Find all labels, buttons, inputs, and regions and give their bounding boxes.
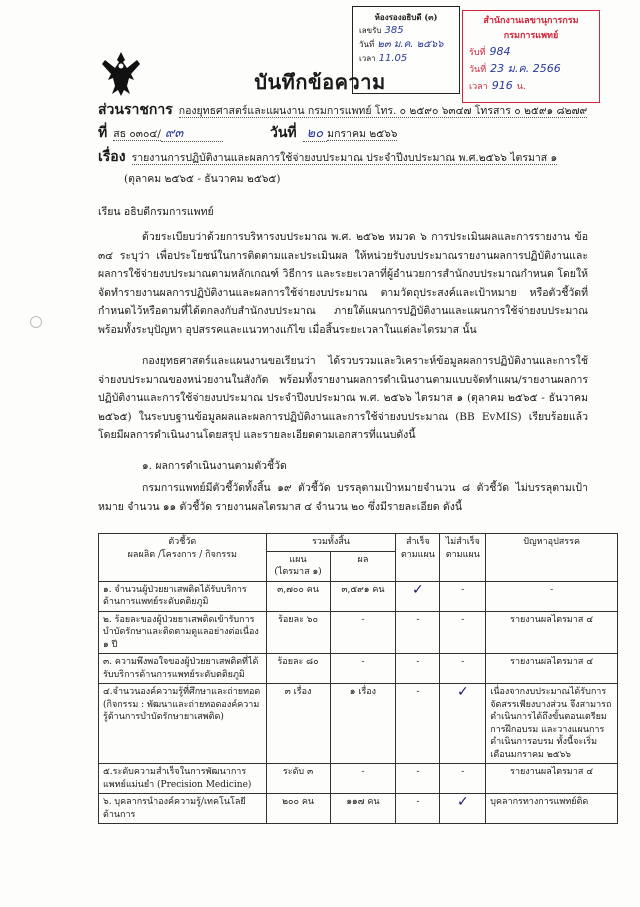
secretary-stamp-office: สำนักงานเลขานุการกรม — [483, 16, 579, 26]
row-achieved: - — [396, 764, 440, 794]
header-plan-sub: (ไตรมาส ๑) — [274, 567, 322, 577]
row-plan: ๒๐๐ คน — [266, 794, 330, 824]
results-table — [98, 533, 618, 824]
memo-title: บันทึกข้อความ — [254, 70, 386, 94]
table-row — [99, 684, 618, 764]
header-indicator-label: ตัวชี้วัด — [168, 537, 197, 547]
table-row — [99, 794, 618, 824]
paragraph-1: ด้วยระเบียบว่าด้วยการบริหารงบประมาณ พ.ศ. ๒๕๖๒ หมวด ๖ การประเมินผลและการรายงาน ข้อ ๓๔ ระบุว่า เพื่อประโยชน์ในการติดตามและประเมินผล ให้หน่วยรับงบประมาณรายงานผลการปฏิบัติงานและผลการใช้จ่ายงบประมาณตามหลักเกณฑ์ วิธีการ และระยะเวลาที่ผู้อำนวยการสำนักงบประมาณกำหนด โดยให้จัดทำรายงานผลการปฏิบัติงานและผลการใช้จ่ายงบประมาณ ตามวัตถุประสงค์และเป้าหมาย หรือตัวชี้วัดที่กำหนดไว้หรือตามที่ได้ตกลงกับสำนักงบประมาณ ภายใต้แผนการปฏิบัติงานและแผนการใช้จ่ายงบประมาณ พร้อมทั้งระบุปัญหา อุปสรรคและแนวทางแก้ไข เมื่อสิ้นระยะเวลาในแต่ละไตรมาส นั้น — [98, 231, 588, 336]
secretary-no-value: 984 — [489, 45, 511, 58]
secretary-time-label: เวลา — [469, 82, 488, 92]
ref-label: ที่ — [98, 125, 108, 141]
check-icon: ✓ — [440, 794, 486, 824]
received-no-label: เลขรับ — [359, 26, 382, 35]
row-problem: รายงานผลไตรมาส ๔ — [486, 764, 618, 794]
header-total: รวมทั้งสิ้น — [266, 534, 396, 552]
row-result: - — [330, 764, 396, 794]
row-achieved: - — [396, 684, 440, 764]
header-indicator-sub: ผลผลิต /โครงการ / กิจกรรม — [127, 549, 237, 560]
date-label: วันที่ — [269, 125, 297, 141]
check-icon: ✓ — [440, 684, 486, 764]
header-problems: ปัญหาอุปสรรค — [486, 534, 618, 582]
row-achieved: - — [396, 654, 440, 684]
row-plan: ๓,๗๐๐ คน — [266, 581, 330, 611]
row-indicator: ๖. บุคลากรนำองค์ความรู้/เทคโนโลยีด้านการ — [99, 794, 267, 824]
row-not-achieved: - — [440, 611, 486, 654]
header-indicator — [99, 534, 267, 582]
received-time-label: เวลา — [359, 54, 376, 63]
received-stamp-office: ห้องรองอธิบดี (๓) — [374, 12, 438, 22]
row-plan: ระดับ ๓ — [266, 764, 330, 794]
header-result: ผล — [330, 551, 396, 581]
row-not-achieved: - — [440, 654, 486, 684]
salutation: เรียน อธิบดีกรมการแพทย์ — [98, 206, 214, 218]
section1-text: กรมการแพทย์มีตัวชี้วัดทั้งสิ้น ๑๙ ตัวชี้วัด บรรลุตามเป้าหมายจำนวน ๘ ตัวชี้วัด ไม่บรรลุตามเป้าหมาย จำนวน ๑๑ ตัวชี้วัด รายงานผลไตรมาส ๔ จำนวน ๒๐ ซึ่งมีรายละเอียด ดังนี้ — [98, 482, 588, 513]
row-indicator: ๔.จำนวนองค์ความรู้ที่ศึกษาและถ่ายทอด (กิจกรรม : พัฒนาและถ่ายทอดองค์ความรู้ด้านการบำบัดรักษายาเสพติด) — [99, 684, 267, 764]
received-time-value: 11.05 — [378, 53, 408, 64]
row-indicator: ๑. จำนวนผู้ป่วยยาเสพติดได้รับบริการด้านการแพทย์ระดับตติยภูมิ — [99, 581, 267, 611]
header-plan-label: แผน — [289, 554, 307, 565]
header-achieved — [396, 534, 440, 582]
subject-line — [98, 150, 590, 165]
ref-date-line — [98, 126, 590, 141]
secretary-date-value: 23 ม.ค. 2566 — [490, 62, 561, 75]
date-value: มกราคม ๒๕๖๖ — [327, 128, 398, 140]
header-plan — [266, 551, 330, 581]
secretary-stamp-dept: กรมการแพทย์ — [503, 31, 559, 41]
row-plan: ร้อยละ ๖๐ — [266, 611, 330, 654]
table-row — [99, 581, 618, 611]
row-problem: เนื่องจากงบประมาณได้รับการจัดสรรเพียงบางส่วน จึงสามารถดำเนินการได้ถึงขั้นตอนเตรียมการฝึกอบรม และวางแผนการดำเนินการอบรม ทั้งนี้จะเริ่มเดือนมกราคม ๒๕๖๖ — [486, 684, 618, 764]
secretary-no-label: รับที่ — [469, 48, 486, 58]
subject-label: เรื่อง — [98, 149, 126, 165]
row-problem: บุคลากรทางการแพทย์ติด — [486, 794, 618, 824]
row-result: - — [330, 654, 396, 684]
row-result: ๑๑๗ คน — [330, 794, 396, 824]
row-not-achieved: - — [440, 764, 486, 794]
row-indicator: ๒. ร้อยละของผู้ป่วยยาเสพติดเข้ารับการบำบัดรักษาและติดตามดูแลอย่างต่อเนื่อง ๑ ปี — [99, 611, 267, 654]
ref-value: สธ ๐๓๐๔/ — [113, 128, 161, 140]
row-plan: ร้อยละ ๘๐ — [266, 654, 330, 684]
header-achieved-sub: ตามแผน — [400, 549, 435, 560]
row-problem: - — [486, 581, 618, 611]
header-not-achieved-sub: ตามแผน — [445, 549, 480, 560]
section1-heading: ๑. ผลการดำเนินงานตามตัวชี้วัด — [142, 460, 287, 472]
row-not-achieved: - — [440, 581, 486, 611]
row-result: - — [330, 611, 396, 654]
row-result: ๓,๕๙๑ คน — [330, 581, 396, 611]
subject-value-2: (ตุลาคม ๒๕๖๕ - ธันวาคม ๒๕๖๕) — [124, 173, 281, 185]
ref-handwritten: ๙๓ — [161, 126, 223, 142]
row-achieved: - — [396, 611, 440, 654]
received-date-value: ๒๓ ม.ค. ๒๕๖๖ — [377, 39, 444, 50]
paragraph-2: กองยุทธศาสตร์และแผนงานขอเรียนว่า ได้รวบรวมและวิเคราะห์ข้อมูลผลการปฏิบัติงานและการใช้จ่ายงบประมาณของหน่วยงานในสังกัด พร้อมทั้งรายงานผลการดำเนินงานตามแบบจัดทำแผน/รายงานผลการปฏิบัติงานและการใช้จ่ายงบประมาณ ประจำปีงบประมาณ พ.ศ. ๒๕๖๖ ไตรมาส ๑ (ตุลาคม ๒๕๖๕ - ธันวาคม ๒๕๖๕) ในระบบฐานข้อมูลผลและผลการปฏิบัติงานและการใช้จ่ายงบประมาณ (BB EvMIS) เรียบร้อยแล้ว โดยมีผลการดำเนินงานโดยสรุป และรายละเอียดตามเอกสารที่แนบดังนี้ — [98, 355, 588, 441]
row-plan: ๓ เรื่อง — [266, 684, 330, 764]
row-indicator: ๓. ความพึงพอใจของผู้ป่วยยาเสพติดที่ได้รับบริการด้านการแพทย์ระดับตติยภูมิ — [99, 654, 267, 684]
row-problem: รายงานผลไตรมาส ๔ — [486, 654, 618, 684]
check-icon: ✓ — [396, 581, 440, 611]
subject-line-2 — [124, 172, 590, 186]
header-not-achieved-label: ไม่สำเร็จ — [445, 537, 480, 547]
table-row — [99, 654, 618, 684]
agency-value: กองยุทธศาสตร์และแผนงาน กรมการแพทย์ โทร. ๐ ๒๕๙๐ ๖๓๔๗ โทรสาร ๐ ๒๕๙๑ ๘๒๗๙ — [178, 105, 588, 117]
secretary-date-label: วันที่ — [469, 65, 487, 75]
header-achieved-label: สำเร็จ — [406, 537, 430, 547]
received-no-value: 385 — [384, 25, 404, 36]
agency-label: ส่วนราชการ — [98, 102, 173, 118]
table-row — [99, 611, 618, 654]
table-row — [99, 764, 618, 794]
row-indicator: ๕.ระดับความสำเร็จในการพัฒนาการแพทย์แม่นยำ (Precision Medicine) — [99, 764, 267, 794]
secretary-time-unit: น. — [516, 82, 526, 92]
date-handwritten: ๒๐ — [303, 126, 328, 142]
received-date-label: วันที่ — [359, 40, 375, 49]
header-not-achieved — [440, 534, 486, 582]
subject-value: รายงานการปฏิบัติงานและผลการใช้จ่ายงบประมาณ ประจำปีงบประมาณ พ.ศ.๒๕๖๖ ไตรมาส ๑ — [131, 152, 558, 164]
row-achieved: - — [396, 794, 440, 824]
row-problem: รายงานผลไตรมาส ๔ — [486, 611, 618, 654]
row-result: ๑ เรื่อง — [330, 684, 396, 764]
secretary-time-value: 916 — [491, 79, 513, 92]
punch-hole — [30, 316, 42, 328]
agency-line — [98, 103, 590, 118]
